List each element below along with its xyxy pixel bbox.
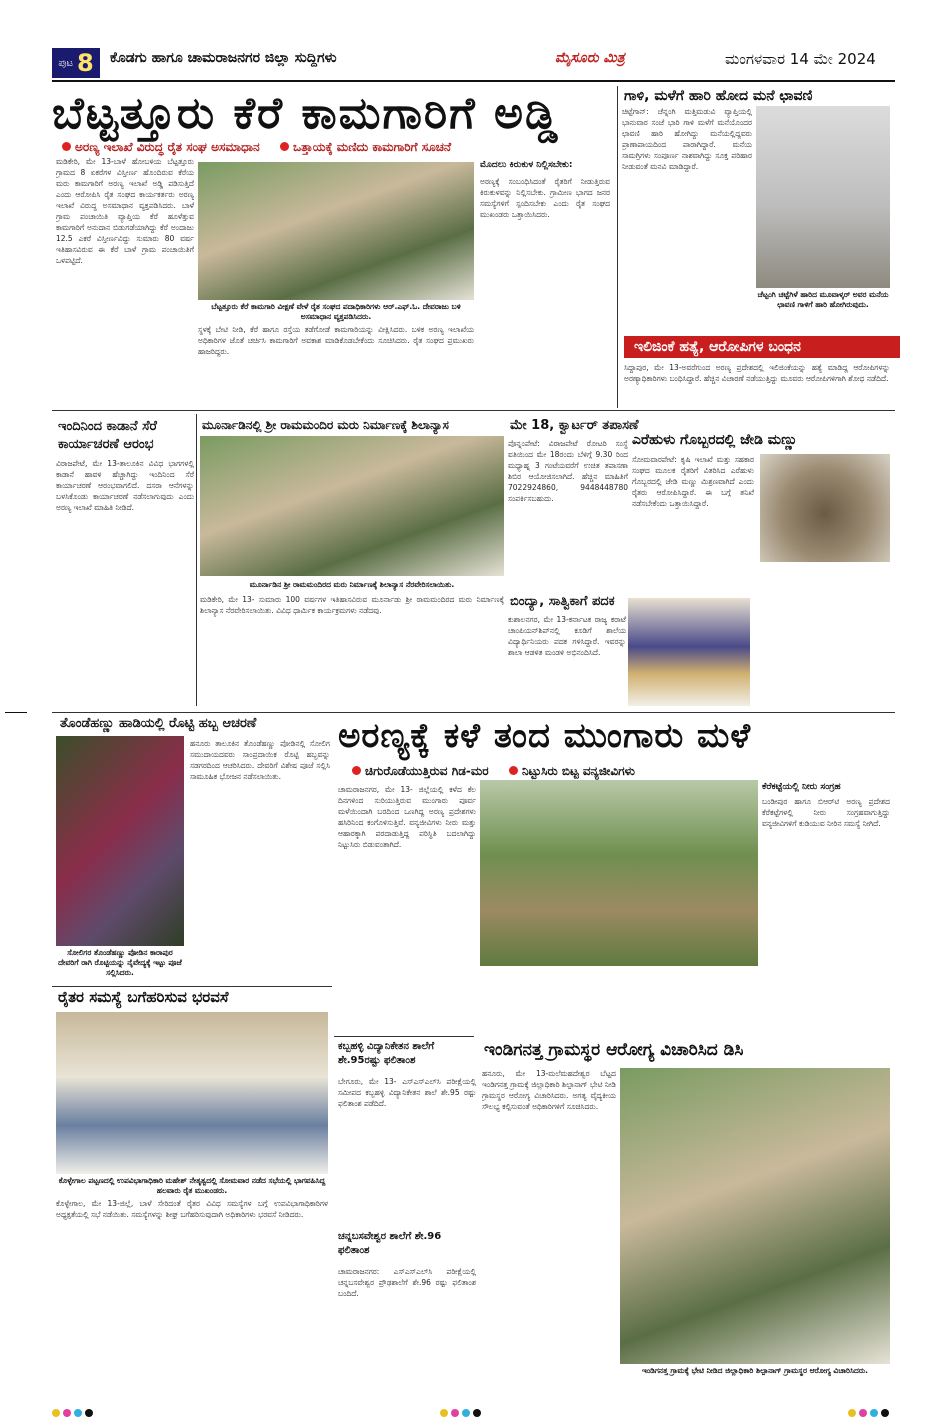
shrine-photo	[56, 736, 184, 946]
counter-body: ಪೊನ್ನಂಪೇಟೆ: ವಿರಾಜಪೇಟೆ ರೋಟರಿ ಸಂಸ್ಥೆ ವತಿಯಿಂದ ಮೇ 18ರಂದು ಬೆಳಿಗ್ಗೆ 9.30 ರಿಂದ ಮಧ್ಯಾಹ್ನ 3 ಗಂಟೆಯವರೆಗೆ ಉಚಿತ ತಪಾಸಣಾ ಶಿಬಿರ ಆಯೋಜಿಸಲಾಗಿದೆ. ಹೆಚ್ಚಿನ ಮಾಹಿತಿಗೆ 7022924860, 9448448780 ಸಂಪರ್ಕಿಸಬಹುದು.	[508, 439, 628, 503]
school2-headline: ಚನ್ನಬಸವೇಶ್ವರ ಶಾಲೆಗೆ ಶೇ.96 ಫಲಿತಾಂಶ	[338, 1231, 442, 1256]
bullet-icon	[509, 766, 518, 775]
lead-side-body: ಅರಣ್ಯಕ್ಕೆ ಸಂಬಂಧಿಸಿದಂತೆ ರೈತರಿಗೆ ನೀಡುತ್ತಿರುವ ಕಿರುಕುಳವನ್ನು ನಿಲ್ಲಿಸಬೇಕು. ಗ್ರಾಮೀಣ ಭಾಗದ ಜನರ ಸಮಸ್ಯೆಗಳಿಗೆ ಸ್ಪಂದಿಸಬೇಕು ಎಂದು ರೈತ ಸಂಘದ ಮುಖಂಡರು ಒತ್ತಾಯಿಸಿದರು.	[480, 177, 610, 219]
dc-headline: ಇಂಡಿಗನತ್ತ ಗ್ರಾಮಸ್ಥರ ಆರೋಗ್ಯ ವಿಚಾರಿಸಿದ ಡಿಸಿ	[484, 1040, 744, 1060]
elephant-body: ಸಿದ್ದಾಪುರ, ಮೇ 13-ಅವರೆಗುಂದ ಅರಣ್ಯ ಪ್ರದೇಶದಲ್ಲಿ ಇಲಿಜಿಂಕೆಯನ್ನು ಹತ್ಯೆ ಮಾಡಿದ್ದ ಆರೋಪಿಗಳನ್ನು ಅರಣ್ಯಾಧಿಕಾರಿಗಳು ಬಂಧಿಸಿದ್ದಾರೆ. ಹೆಚ್ಚಿನ ವಿಚಾರಣೆ ನಡೆಯುತ್ತಿದ್ದು ಮೂವರು ಆರೋಪಿಗಳಿಗಾಗಿ ಶೋಧ ನಡೆದಿದೆ.	[624, 363, 890, 383]
section-rule	[52, 986, 332, 987]
shrine-headline: ತೊಂಡೆಹಣ್ಣು ಹಾಡಿಯಲ್ಲಿ ರೊಟ್ಟಿ ಹಬ್ಬ ಆಚರಣೆ	[60, 716, 257, 731]
forest-sub1: ಚಿಗುರೊಡೆಯುತ್ತಿರುವ ಗಿಡ-ಮರ	[365, 764, 489, 778]
issue-date: ಮಂಗಳವಾರ 14 ಮೇ 2024	[725, 50, 876, 68]
section-rule	[52, 712, 895, 713]
margin-mark	[5, 712, 27, 713]
farmers-body: ಕೊಳ್ಳೇಗಾಲ, ಮೇ 13-ಜಿಲ್ಲೆ, ಬಾಳೆ ಸೇರಿದಂತೆ ರೈತರ ವಿವಿಧ ಸಮಸ್ಯೆಗಳ ಬಗ್ಗೆ ಉಪವಿಭಾಗಾಧಿಕಾರಿಗಳ ಅಧ್ಯಕ್ಷತೆಯಲ್ಲಿ ಸಭೆ ನಡೆಯಿತು. ಸಮಸ್ಯೆಗಳನ್ನು ಶೀಘ್ರ ಬಗೆಹರಿಸುವುದಾಗಿ ಅಧಿಕಾರಿಗಳು ಭರವಸೆ ನೀಡಿದರು.	[56, 1199, 328, 1219]
lead-sub2: ಒತ್ತಾಯಕ್ಕೆ ಮಣಿದು ಕಾಮಗಾರಿಗೆ ಸೂಚನೆ	[293, 140, 452, 154]
page-number-badge	[52, 48, 100, 78]
elephant-headline: ಇಲಿಜಿಂಕೆ ಹತ್ಯೆ, ಆರೋಪಿಗಳ ಬಂಧನ	[634, 339, 801, 355]
forest-body: ಚಾಮರಾಜನಗರ, ಮೇ 13- ಜಿಲ್ಲೆಯಲ್ಲಿ ಕಳೆದ ಕೆಲ ದಿನಗಳಿಂದ ಸುರಿಯುತ್ತಿರುವ ಮುಂಗಾರು ಪೂರ್ವ ಮಳೆಯಿಂದಾಗಿ ಬರದಿಂದ ಒಣಗಿದ್ದ ಅರಣ್ಯ ಪ್ರದೇಶಗಳು ಹಸಿರಿನಿಂದ ಕಂಗೊಳಿಸುತ್ತಿವೆ. ವನ್ಯಜೀವಿಗಳು ನೀರು ಮತ್ತು ಆಹಾರಕ್ಕಾಗಿ ಪರದಾಡುತ್ತಿದ್ದ ಪರಿಸ್ಥಿತಿ ಬದಲಾಗಿದ್ದು ನಿಟ್ಟುಸಿರು ಬಿಡುವಂತಾಗಿದೆ.	[338, 785, 476, 849]
registration-dots-right	[848, 1402, 892, 1421]
section-rule	[334, 1036, 474, 1037]
karadan-headline: ಇಂದಿನಿಂದ ಕಾಡಾನೆ ಸೆರೆ ಕಾರ್ಯಾಚರಣೆ ಆರಂಭ	[58, 419, 157, 452]
forest-side-head: ಕೆರೆಕಟ್ಟೆಯಲ್ಲಿ ನೀರು ಸಂಗ್ರಹ	[762, 782, 841, 792]
lead-subheads	[62, 136, 622, 155]
temple-photo-caption: ಮೂರ್ನಾಡಿನ ಶ್ರೀ ರಾಮಮಂದಿರದ ಮರು ನಿರ್ಮಾಣಕ್ಕೆ ಶಿಲಾನ್ಯಾಸ ನೆರವೇರಿಸಲಾಯಿತು.	[249, 580, 455, 589]
house-headline: ಗಾಳಿ, ಮಳೆಗೆ ಹಾರಿ ಹೋದ ಮನೆ ಛಾವಣಿ	[624, 88, 813, 104]
school2-body: ಚಾಮರಾಜನಗರ: ಎಸ್ಎಸ್ಎಲ್‌ಸಿ ಪರೀಕ್ಷೆಯಲ್ಲಿ ಚನ್ನಬಸವೇಶ್ವರ ಪ್ರೌಢಶಾಲೆಗೆ ಶೇ.96 ರಷ್ಟು ಫಲಿತಾಂಶ ಬಂದಿದೆ.	[338, 1267, 476, 1298]
section-title: ಕೊಡಗು ಹಾಗೂ ಚಾಮರಾಜನಗರ ಜಿಲ್ಲಾ ಸುದ್ದಿಗಳು	[110, 50, 337, 66]
soil-headline: ಎರೆಹುಳು ಗೊಬ್ಬರದಲ್ಲಿ ಜೇಡಿ ಮಣ್ಣು	[632, 432, 798, 448]
temple-headline: ಮೂರ್ನಾಡಿನಲ್ಲಿ ಶ್ರೀ ರಾಮಮಂದಿರ ಮರು ನಿರ್ಮಾಣಕ್ಕೆ ಶಿಲಾನ್ಯಾಸ	[202, 418, 449, 432]
newspaper-brand: ಮೈಸೂರು ಮಿತ್ರ	[555, 50, 625, 66]
school1-headline: ಕಬ್ಬಹಳ್ಳಿ ವಿದ್ಯಾನಿಕೇತನ ಶಾಲೆಗೆ ಶೇ.95ರಷ್ಟು ಫಲಿತಾಂಶ	[338, 1041, 435, 1066]
forest-sub2: ನಿಟ್ಟುಸಿರು ಬಿಟ್ಟ ವನ್ಯಜೀವಿಗಳು	[521, 764, 635, 778]
registration-dots-center	[440, 1402, 484, 1421]
page-number: 8	[76, 49, 94, 77]
soil-body: ಸೋಮವಾರಪೇಟೆ: ಕೃಷಿ ಇಲಾಖೆ ಮತ್ತು ಸಹಕಾರ ಸಂಘದ ಮೂಲಕ ರೈತರಿಗೆ ವಿತರಿಸಿದ ಎರೆಹುಳು ಗೊಬ್ಬರದಲ್ಲಿ ಜೇಡಿ ಮಣ್ಣು ಮಿಶ್ರಣವಾಗಿದೆ ಎಂದು ರೈತರು ಆರೋಪಿಸಿದ್ದಾರೆ. ಈ ಬಗ್ಗೆ ತನಿಖೆ ನಡೆಸಬೇಕೆಂದು ಒತ್ತಾಯಿಸಿದ್ದಾರೆ.	[632, 455, 754, 508]
shrine-photo-caption: ಸೋಲಿಗರ ತೊಂಡೆಹಣ್ಣು ಪೋಡಿನ ಕಾರಾಪುರ ದೇವರಿಗೆ ರಾಗಿ ರೊಟ್ಟಿಯನ್ನು ನೈವೇದ್ಯಕ್ಕೆ ಇಟ್ಟು ಪೂಜೆ ಸಲ್ಲಿಸಿದರು.	[58, 948, 182, 977]
medal-body: ಕುಶಾಲನಗರ, ಮೇ 13-ಕರ್ನಾಟಕ ರಾಜ್ಯ ಕರಾಟೆ ಚಾಂಪಿಯನ್‌ಶಿಪ್‌ನಲ್ಲಿ ಕೂಡಿಗೆ ಶಾಲೆಯ ವಿದ್ಯಾರ್ಥಿನಿಯರು ಪದಕ ಗಳಿಸಿದ್ದಾರೆ. ಇವರನ್ನು ಶಾಲಾ ಆಡಳಿತ ಮಂಡಳಿ ಅಭಿನಂದಿಸಿದೆ.	[508, 615, 626, 657]
dc-body: ಹನೂರು, ಮೇ 13-ಮಲೆಮಹದೇಶ್ವರ ಬೆಟ್ಟದ ಇಂಡಿಗನತ್ತ ಗ್ರಾಮಕ್ಕೆ ಜಿಲ್ಲಾಧಿಕಾರಿ ಶಿಲ್ಪಾನಾಗ್ ಭೇಟಿ ನೀಡಿ ಗ್ರಾಮಸ್ಥರ ಆರೋಗ್ಯ ವಿಚಾರಿಸಿದರು. ಅಗತ್ಯ ವೈದ್ಯಕೀಯ ಸೌಲಭ್ಯ ಕಲ್ಪಿಸುವಂತೆ ಅಧಿಕಾರಿಗಳಿಗೆ ಸೂಚಿಸಿದರು.	[482, 1069, 616, 1111]
forest-photo	[480, 780, 758, 966]
temple-body: ಮಡಿಕೇರಿ, ಮೇ 13- ಸುಮಾರು 100 ವರ್ಷಗಳ ಇತಿಹಾಸವಿರುವ ಮೂರ್ನಾಡು ಶ್ರೀ ರಾಮಮಂದಿರದ ಮರು ನಿರ್ಮಾಣಕ್ಕೆ ಶಿಲಾನ್ಯಾಸ ನೆರವೇರಿಸಲಾಯಿತು. ವಿವಿಧ ಧಾರ್ಮಿಕ ಕಾರ್ಯಕ್ರಮಗಳು ನಡೆದವು.	[200, 595, 504, 615]
temple-photo	[200, 436, 504, 576]
lead-body-left: ಮಡಿಕೇರಿ, ಮೇ 13-ಬಾಳೆ ಹೋಬಳಿಯ ಬೆಟ್ಟತ್ತೂರು ಗ್ರಾಮದ 8 ಏಕರೆಗಳ ವಿಸ್ತೀರ್ಣ ಹೊಂದಿರುವ ಕೆರೆಯ ಮರು ಕಾಮಗಾರಿಗೆ ಅರಣ್ಯ ಇಲಾಖೆ ಅಡ್ಡಿ ಪಡಿಸುತ್ತಿದೆ ಎಂದು ಆರೋಪಿಸಿ ರೈತ ಸಂಘದ ಕಾರ್ಯಕರ್ತರು ಅರಣ್ಯ ಇಲಾಖೆ ವಿರುದ್ಧ ಅಸಮಾಧಾನ ವ್ಯಕ್ತಪಡಿಸಿದರು. ಬಾಳೆ ಗ್ರಾಮ ಪಂಚಾಯಿತಿ ವ್ಯಾಪ್ತಿಯ ಕೆರೆ ಹೂಳೆತ್ತುವ ಕಾಮಗಾರಿಗೆ ಅನುದಾನ ಬಿಡುಗಡೆಯಾಗಿದ್ದು ಕೆರೆ ಅಂದಾಜು 12.5 ಎಕರೆ ವಿಸ್ತೀರ್ಣವಿದ್ದು ಸುಮಾರು 80 ವರ್ಷ ಇತಿಹಾಸವಿರುವ ಈ ಕೆರೆ ಬಾಳೆ ಗ್ರಾಮ ಪಂಚಾಯಿತಿಗೆ ಒಳಪಟ್ಟಿದೆ.	[56, 157, 194, 265]
shrine-body: ಹನೂರು ತಾಲೂಕಿನ ತೊಂಡೆಹಣ್ಣು ಪೋಡಿನಲ್ಲಿ ಸೋಲಿಗ ಸಮುದಾಯದವರು ಸಾಂಪ್ರದಾಯಿಕ ರೊಟ್ಟಿ ಹಬ್ಬವನ್ನು ಸಡಗರದಿಂದ ಆಚರಿಸಿದರು. ದೇವರಿಗೆ ವಿಶೇಷ ಪೂಜೆ ಸಲ್ಲಿಸಿ ಸಾಮೂಹಿಕ ಭೋಜನ ನಡೆಸಲಾಯಿತು.	[190, 739, 330, 781]
lead-photo-caption: ಬೆಟ್ಟತ್ತೂರು ಕೆರೆ ಕಾಮಗಾರಿ ವೀಕ್ಷಣೆ ವೇಳೆ ರೈತ ಸಂಘದ ಪದಾಧಿಕಾರಿಗಳು ಆರ್.ಎಫ್.ಓ. ದೇವರಾಜು ಬಳಿ ಅಸಮಾಧಾನ ವ್ಯಕ್ತಪಡಿಸಿದರು.	[211, 302, 461, 321]
column-rule	[617, 86, 618, 408]
lead-side-head: ಮೊದಲು ಕಿರುಕುಳ ನಿಲ್ಲಿಸಬೇಕು:	[480, 160, 573, 170]
medal-photo	[628, 598, 750, 706]
lead-sub1: ಅರಣ್ಯ ಇಲಾಖೆ ವಿರುದ್ಧ ರೈತ ಸಂಘ ಅಸಮಾಧಾನ	[75, 140, 260, 154]
farmers-photo	[56, 1012, 328, 1174]
bullet-icon	[62, 142, 71, 151]
farmers-headline: ರೈತರ ಸಮಸ್ಯೆ ಬಗೆಹರಿಸುವ ಭರವಸೆ	[58, 988, 229, 1006]
house-photo-caption: ಚೆಟ್ಟಂಗಿ ಚಟ್ಟೆಗಿಳೆ ಹಾರಿದ ಮೂವಾಳ್ಕರ್ ಅವರ ಮನೆಯ ಛಾವಣಿ ಗಾಳಿಗೆ ಹಾರಿ ಹೋಗಿರುವುದು.	[757, 290, 889, 309]
lead-headline: ಬೆಟ್ಟತ್ತೂರು ಕೆರೆ ಕಾಮಗಾರಿಗೆ ಅಡ್ಡಿ	[52, 88, 560, 139]
lead-body-right: ಸ್ಥಳಕ್ಕೆ ಬೇಟಿ ನೀಡಿ, ಕೆರೆ ಹಾಗೂ ರಸ್ತೆಯ ತಡೆಗೋಡೆ ಕಾಮಗಾರಿಯನ್ನು ವೀಕ್ಷಿಸಿದರು. ಬಳಿಕ ಅರಣ್ಯ ಇಲಾಖೆಯ ಅಧಿಕಾರಿಗಳ ಜೊತೆ ಚರ್ಚಿಸಿ ಕಾಮಗಾರಿಗೆ ಅವಕಾಶ ಮಾಡಿಕೊಡಬೇಕೆಂದು ಸೂಚಿಸಿದರು. ರೈತ ಸಂಘದ ಪ್ರಮುಖರು ಹಾಜರಿದ್ದರು.	[198, 325, 474, 356]
forest-headline: ಅರಣ್ಯಕ್ಕೆ ಕಳೆ ತಂದ ಮುಂಗಾರು ಮಳೆ	[338, 716, 752, 756]
dc-photo-caption: ಇಂಡಿಗನತ್ತ ಗ್ರಾಮಕ್ಕೆ ಭೇಟಿ ನೀಡಿದ ಜಿಲ್ಲಾಧಿಕಾರಿ ಶಿಲ್ಪಾನಾಗ್ ಗ್ರಾಮಸ್ಥರ ಆರೋಗ್ಯ ವಿಚಾರಿಸಿದರು.	[641, 1366, 869, 1375]
counter-headline: ಮೇ 18, ಕ್ವಾರ್ಟರ್ ತಪಾಸಣೆ	[510, 418, 639, 433]
house-body: ಚಿಟ್ಟೆಗಾನ್: ಚೆನ್ನಂಗಿ ಮತ್ತಿಮಡುವಿ ವ್ಯಾಪ್ತಿಯಲ್ಲಿ ಭಾನುವಾರ ಸಂಜೆ ಭಾರಿ ಗಾಳಿ ಮಳೆಗೆ ಮನೆಯೊಂದರ ಛಾವಣಿ ಹಾರಿ ಹೋಗಿದ್ದು ಮನೆಯಲ್ಲಿದ್ದವರು ಪ್ರಾಣಾಪಾಯದಿಂದ ಪಾರಾಗಿದ್ದಾರೆ. ಮನೆಯ ಸಾಮಗ್ರಿಗಳು ಸಂಪೂರ್ಣ ನಾಶವಾಗಿದ್ದು ಸೂಕ್ತ ಪರಿಹಾರ ನೀಡುವಂತೆ ಮನವಿ ಮಾಡಿದ್ದಾರೆ.	[622, 107, 752, 171]
medal-headline: ಬಿಂದ್ಯಾ, ಸಾತ್ವಿಕಾಗೆ ಪದಕ	[510, 594, 615, 609]
farmers-photo-caption: ಕೊಳ್ಳೇಗಾಲ ಪಟ್ಟಣದಲ್ಲಿ ಉಪವಿಭಾಗಾಧಿಕಾರಿ ಮಹೇಶ್ ನೇತೃತ್ವದಲ್ಲಿ ಸೋಮವಾರ ನಡೆದ ಸಭೆಯಲ್ಲಿ ಭಾಗವಹಿಸಿದ್ದ ಹಲವಾರು ರೈತ ಮುಖಂಡರು.	[58, 1176, 326, 1195]
bullet-icon	[280, 142, 289, 151]
bullet-icon	[352, 766, 361, 775]
school1-body: ಬೇಗೂರು, ಮೇ 13- ಎಸ್ಎಸ್ಎಲ್‌ಸಿ ಪರೀಕ್ಷೆಯಲ್ಲಿ ಸಮೀಪದ ಕಬ್ಬಹಳ್ಳಿ ವಿದ್ಯಾನಿಕೇತನ ಶಾಲೆ ಶೇ.95 ರಷ್ಟು ಫಲಿತಾಂಶ ಪಡೆದಿದೆ.	[338, 1077, 476, 1108]
registration-dots-left	[52, 1402, 96, 1421]
column-rule	[196, 414, 197, 706]
masthead-rule	[52, 80, 895, 82]
karadan-body: ವಿರಾಜಪೇಟೆ, ಮೇ 13-ತಾಲೂಕಿನ ವಿವಿಧ ಭಾಗಗಳಲ್ಲಿ ಕಾಡಾನೆ ಹಾವಳಿ ಹೆಚ್ಚಾಗಿದ್ದು ಇಂದಿನಿಂದ ಸೆರೆ ಕಾರ್ಯಾಚರಣೆ ಆರಂಭವಾಗಲಿದೆ. ದಸರಾ ಆನೆಗಳನ್ನು ಬಳಸಿಕೊಂಡು ಕಾರ್ಯಾಚರಣೆ ನಡೆಸಲಾಗುವುದು ಎಂದು ಅರಣ್ಯ ಇಲಾಖೆ ಮಾಹಿತಿ ನೀಡಿದೆ.	[56, 459, 194, 512]
soil-photo	[760, 454, 890, 562]
lead-photo	[198, 162, 474, 300]
dc-photo	[620, 1068, 890, 1364]
forest-side-body: ಬಂಡೀಪುರ ಹಾಗೂ ಬಿಆರ್‌ಟಿ ಅರಣ್ಯ ಪ್ರದೇಶದ ಕೆರೆಕಟ್ಟೆಗಳಲ್ಲಿ ನೀರು ಸಂಗ್ರಹವಾಗುತ್ತಿದ್ದು ವನ್ಯಜೀವಿಗಳಿಗೆ ಕುಡಿಯುವ ನೀರಿನ ಸಮಸ್ಯೆ ನೀಗಿದೆ.	[762, 797, 890, 828]
house-photo	[756, 106, 890, 288]
elephant-headline-band	[624, 336, 900, 358]
page-label: ಪುಟ	[58, 57, 73, 69]
forest-subheads	[352, 760, 892, 779]
section-rule	[52, 410, 895, 411]
